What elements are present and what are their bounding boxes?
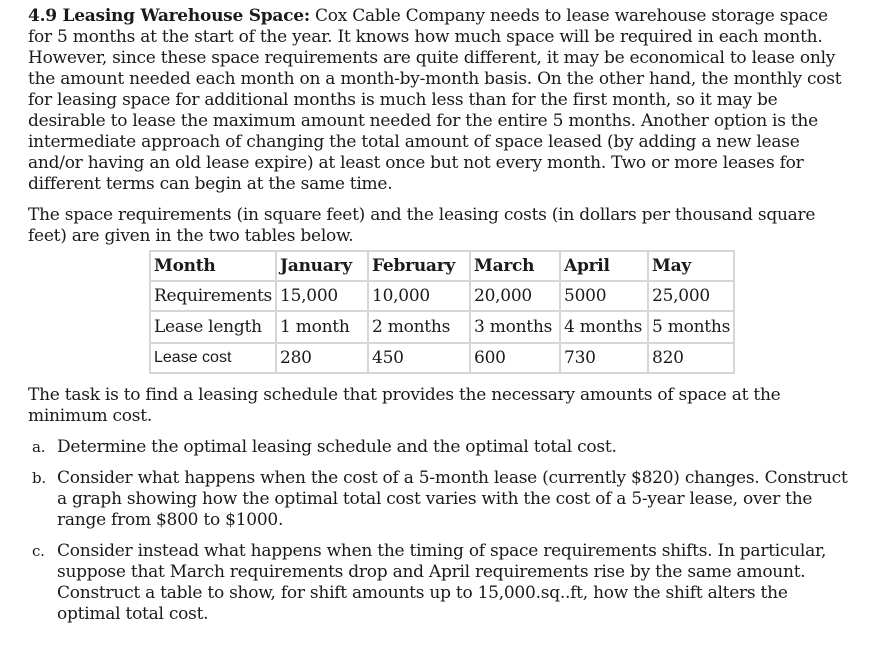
table-cell: 820 bbox=[648, 343, 734, 373]
table-cell: Month bbox=[150, 251, 276, 281]
problem-heading: 4.9 Leasing Warehouse Space: bbox=[28, 6, 310, 26]
table-cell: 4 months bbox=[560, 311, 648, 343]
table-cell: January bbox=[276, 251, 368, 281]
question-item-a bbox=[28, 437, 848, 458]
question-text: Consider instead what happens when the timing of space requirements shifts. In particular, suppose that March requirements drop and April requirements rise by the same amount. Construct a table to show, for shift amounts up to 15,000.sq..ft, how the shift alters the optimal total cost. bbox=[57, 541, 827, 624]
question-text: Determine the optimal leasing schedule and the optimal total cost. bbox=[57, 437, 617, 457]
table-cell: February bbox=[368, 251, 470, 281]
table-intro-paragraph: The space requirements (in square feet) and the leasing costs (in dollars per thousand square feet) are given in the two tables below. bbox=[28, 205, 816, 246]
data-table bbox=[149, 250, 735, 374]
table-cell: 5 months bbox=[648, 311, 734, 343]
question-item-b bbox=[28, 468, 848, 531]
task-paragraph: The task is to find a leasing schedule that provides the necessary amounts of space at the minimum cost. bbox=[28, 385, 781, 426]
table-row-requirements bbox=[150, 281, 734, 311]
table-cell: April bbox=[560, 251, 648, 281]
table-cell: 20,000 bbox=[470, 281, 560, 311]
table-cell: 3 months bbox=[470, 311, 560, 343]
problem-intro-text: Cox Cable Company needs to lease warehouse storage space for 5 months at the start of the year. It knows how much space will be required in each month. However, since these space requirements are quite different, it may be economical to lease only the amount needed each month on a month-by-month basis. On the other hand, the monthly cost for leasing space for additional months is much less than for the first month, so it may be desirable to lease the maximum amount needed for the entire 5 months. Another option is the intermediate approach of changing the total amount of space leased (by adding a new lease and/or having an old lease expire) at least once but not every month. Two or more leases for different terms can begin at the same time. bbox=[28, 6, 842, 194]
table-cell: 450 bbox=[368, 343, 470, 373]
table-cell: 730 bbox=[560, 343, 648, 373]
table-cell: May bbox=[648, 251, 734, 281]
question-marker: c. bbox=[32, 542, 45, 560]
table-cell: March bbox=[470, 251, 560, 281]
question-text: Consider what happens when the cost of a 5-month lease (currently $820) changes. Construct a graph showing how the optimal total cost varies with the cost of a 5-year lease, over the range from $800 to $1000. bbox=[57, 468, 848, 530]
table-row-lease-length bbox=[150, 311, 734, 343]
table-cell: Requirements bbox=[150, 281, 276, 311]
question-marker: a. bbox=[32, 438, 46, 456]
table-cell: 600 bbox=[470, 343, 560, 373]
table-row-lease-cost bbox=[150, 343, 734, 373]
question-item-c bbox=[28, 541, 848, 625]
table-cell: 15,000 bbox=[276, 281, 368, 311]
table-cell: 280 bbox=[276, 343, 368, 373]
question-list bbox=[28, 437, 848, 625]
question-marker: b. bbox=[32, 469, 46, 487]
problem-intro-paragraph bbox=[28, 6, 848, 195]
table-row-months bbox=[150, 251, 734, 281]
table-cell: 25,000 bbox=[648, 281, 734, 311]
table-cell: Lease cost bbox=[150, 343, 276, 373]
table-cell: 2 months bbox=[368, 311, 470, 343]
table-cell: 10,000 bbox=[368, 281, 470, 311]
table-cell: 1 month bbox=[276, 311, 368, 343]
table-cell: Lease length bbox=[150, 311, 276, 343]
table-cell: 5000 bbox=[560, 281, 648, 311]
